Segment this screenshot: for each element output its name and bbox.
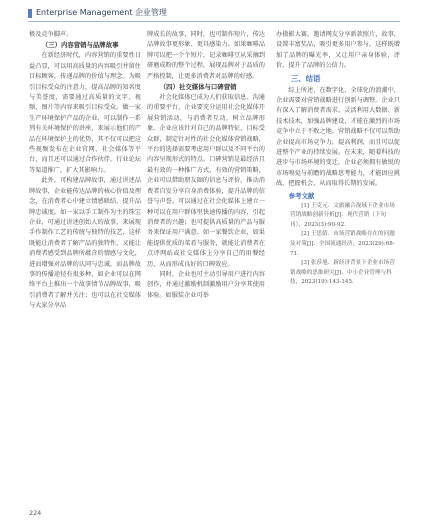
- reference-item: [2] 王思婧．市场营销战略存在的问题及对策[J]．全国流通经济，2023(29):68-71．: [290, 231, 395, 257]
- paragraph-continued: 办摄影大赛，邀请网友分享新款照片，故事，设置丰富奖品，吸引更多用户参与，这样既增加了品牌的曝光率，又让用户亲身体验、评价、提升了品牌的公信力。: [276, 31, 400, 70]
- paragraph-continued: 牌成长的故事，同时，也可制作短片，传达品牌故事更形象、更具感染力。如果咖啡品牌可以把一个个短片，记录咖啡豆从采摘到研磨成粉的整个过程，展现品牌对于品质的严格控制，让更多消费者对品牌的好感。: [147, 31, 265, 80]
- header-rule: [28, 21, 400, 22]
- paragraph-continued: 极及竞争脚声。: [29, 31, 73, 38]
- references-heading: 参考文献: [288, 191, 315, 200]
- page-number: 224: [29, 509, 42, 517]
- text-column-2: [147, 30, 265, 301]
- paragraph: 同时，企业也可主动引导用户进行内容创作，并通过激励机制激励用户分享其使用体验。如服装企业可举: [147, 270, 265, 299]
- paragraph: 在新经济时代，内容营销的重要性日益凸显，可以用高质量的内容吸引并留住目标顾客，传递品牌的价值与理念。为吸引目标受众的注意力，提高品牌的知名度与美誉度，需要通过高质量的文字、视频、图片等内容来吸引目标受众。做一家生产环境保护产品的企业，可以制作一系列有关环境保护的讲座，来展示他们的产品在环境保护上的优势，其不仅可以把这些视频发布在企业官网、社会媒体等平台，而且还可以通过合作伙伴、行业论坛等渠道推广，扩大其影响力。: [29, 52, 141, 174]
- text-column-1: [29, 30, 141, 312]
- header-accent-bar: [28, 9, 32, 18]
- subheading-content-marketing: （三）内容营销与品牌故事: [41, 41, 119, 50]
- reference-item: [1] 王克元．文旅融合视域下企业市场营销战略创新分析[J]．现代营销（下旬刊），2023(3):90-92．: [290, 202, 395, 228]
- journal-title: Enterprise Management 企业管理: [36, 8, 167, 17]
- paragraph: 综上所述，在数字化、全球化的浪潮中，企业需要对营销战略进行创新与调整。企业只有深入了解消费者需求，灵活利用大数据、新技术技术，加强品牌建设，才能在激烈的市场竞争中立于不败之地。营销战略不仅可以帮助企业提高市场竞争力，提高利润，而且可以促进整个产业的持续发展。在未来，随着科技的进步与市场环境的变迁，企业必须拥有敏锐的市场嗅觉与前瞻的战略思考能力，才能因应挑战，把握机会，从而取得长期的发展。: [276, 86, 400, 188]
- text-column-3: [276, 30, 400, 288]
- section-heading-conclusion: 三、结语: [290, 73, 321, 83]
- subheading-social-media: （四）社交媒体与口碑营销: [159, 83, 237, 92]
- paragraph: 社会化媒体已成为人们获取信息、沟通的重要平台，企业要充分运用社会化媒体开展营销活动，与消费者互动，树立品牌形象。企业应该针对自己的品牌特征、目标受众群，制定针对性的社会化媒体营销战略，平台的选择需要考虑用户群以及不同平台的内容呈现形式的特点。口碑营销是最经济且最有效的一种推广方式，有效的营销策略，企业可以借助朋友圈的信息与评价，推动消费者自发分享自身消费体验，提升品牌的信誉与声誉。可以通过在社会化媒体上建立一种可以在用户群体里快速传播的内容，引起消费者的兴趣；也可提供高质量的产品与服务来保证用户满意。如一家餐饮企业，如果能提供优质的菜肴与服务，就能让消费者在点评网站或社交媒体上分享自己的用餐经历，从而形成良好的口碑效应。: [147, 94, 265, 268]
- journal-header: [0, 0, 427, 21]
- paragraph: 此外，可构建品牌故事，通过讲述品牌故事，企业能传达品牌的核心价值及理念，在消费者心中建立情感联结，提升品牌忠诚度。如一家以手工制作为主的珠宝企业，可通过讲述创始人的故事，来展现手作制作工艺的传统与独特的技艺，这样既能让消费者了解产品的独特性，又能让消费者感受到品牌所蕴含的情感与文化，进而增强对品牌的认同与忠诚。而品牌故事的传播途径有很多种，如企业可以在网络平台上推出一个故事情节品牌故事，吸引消费者了解并关注；也可以在社交媒体与大家分享品: [29, 177, 141, 310]
- reference-item: [3] 张莎旭．新经济背景下企业市场营销战略的思维研究[J]．中小企业管理与科技，2023(19):143-145．: [290, 260, 395, 286]
